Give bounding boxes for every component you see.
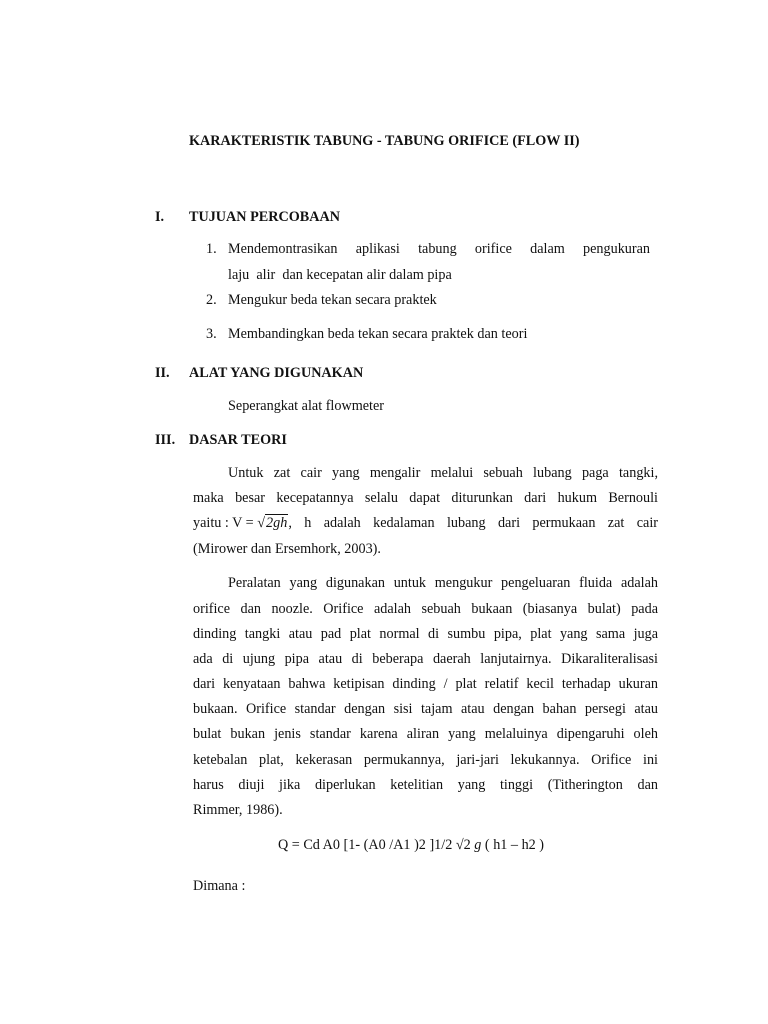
equation-variable-g: g bbox=[474, 837, 482, 853]
section-2-number: II. bbox=[155, 365, 170, 381]
section-2-heading: ALAT YANG DIGUNAKAN bbox=[189, 365, 364, 381]
paragraph-2-line: dari kenyataan bahwa ketipisan dinding / plat relatif kecil terhadap ukuran bbox=[193, 676, 658, 692]
flow-equation bbox=[278, 837, 544, 854]
paragraph-1-line-3-pre: yaitu : V = bbox=[193, 515, 258, 531]
equation-part-1: Q = Cd A0 [1- (A0 /A1 )2 ]1/2 √2 bbox=[278, 837, 475, 853]
sqrt-radicand: 2gh bbox=[266, 515, 288, 531]
list-item-3-number: 3. bbox=[206, 326, 217, 342]
list-item-1-number: 1. bbox=[206, 241, 217, 257]
section-2-text: Seperangkat alat flowmeter bbox=[228, 398, 384, 414]
list-item-1-text-cont: laju alir dan kecepatan alir dalam pipa bbox=[228, 267, 452, 283]
equation-part-2: ( h1 – h2 ) bbox=[481, 837, 545, 853]
list-item-3-text: Membandingkan beda tekan secara praktek dan teori bbox=[228, 326, 528, 342]
list-item-2-number: 2. bbox=[206, 292, 217, 308]
list-item-1-text: Mendemontrasikan aplikasi tabung orifice dalam pengukuran bbox=[228, 241, 650, 257]
paragraph-2-line: dinding tangki atau pad plat normal di sumbu pipa, plat yang sama juga bbox=[193, 626, 658, 642]
paragraph-2-line: Peralatan yang digunakan untuk mengukur pengeluaran fluida adalah bbox=[228, 575, 658, 591]
paragraph-2-line: ada di ujung pipa atau di beberapa daerah lanjutairnya. Dikaraliteralisasi bbox=[193, 651, 658, 667]
section-3-number: III. bbox=[155, 432, 176, 448]
sqrt-icon: √ bbox=[257, 515, 266, 531]
section-3-heading: DASAR TEORI bbox=[189, 432, 287, 448]
section-1-heading: TUJUAN PERCOBAAN bbox=[189, 209, 340, 225]
paragraph-1-line-3 bbox=[193, 515, 658, 532]
paragraph-2-line: Rimmer, 1986). bbox=[193, 802, 283, 818]
paragraph-1-line-1: Untuk zat cair yang mengalir melalui sebuah lubang paga tangki, bbox=[228, 465, 658, 481]
section-1-number: I. bbox=[155, 209, 165, 225]
paragraph-1-line-4: (Mirower dan Ersemhork, 2003). bbox=[193, 541, 381, 557]
paragraph-2-line: bukaan. Orifice standar dengan sisi tajam atau dengan bahan persegi atau bbox=[193, 701, 658, 717]
paragraph-1-line-2: maka besar kecepatannya selalu dapat diturunkan dari hukum Bernouli bbox=[193, 490, 658, 506]
sqrt-expression bbox=[257, 515, 288, 532]
paragraph-1-line-3-post: , h adalah kedalaman lubang dari permukaan zat cair bbox=[288, 515, 658, 531]
dimana-label: Dimana : bbox=[193, 878, 246, 894]
paragraph-2-line: ketebalan plat, kekerasan permukannya, jari-jari lekukannya. Orifice ini bbox=[193, 752, 658, 768]
page-title: KARAKTERISTIK TABUNG - TABUNG ORIFICE (FLOW II) bbox=[189, 133, 580, 149]
list-item-2-text: Mengukur beda tekan secara praktek bbox=[228, 292, 437, 308]
paragraph-2-line: harus diuji jika diperlukan ketelitian yang tinggi (Titherington dan bbox=[193, 777, 658, 793]
paragraph-2-line: bulat bukan jenis standar karena aliran yang melaluinya dipengaruhi oleh bbox=[193, 726, 658, 742]
paragraph-2-line: orifice dan noozle. Orifice adalah sebuah bukaan (biasanya bulat) pada bbox=[193, 601, 658, 617]
